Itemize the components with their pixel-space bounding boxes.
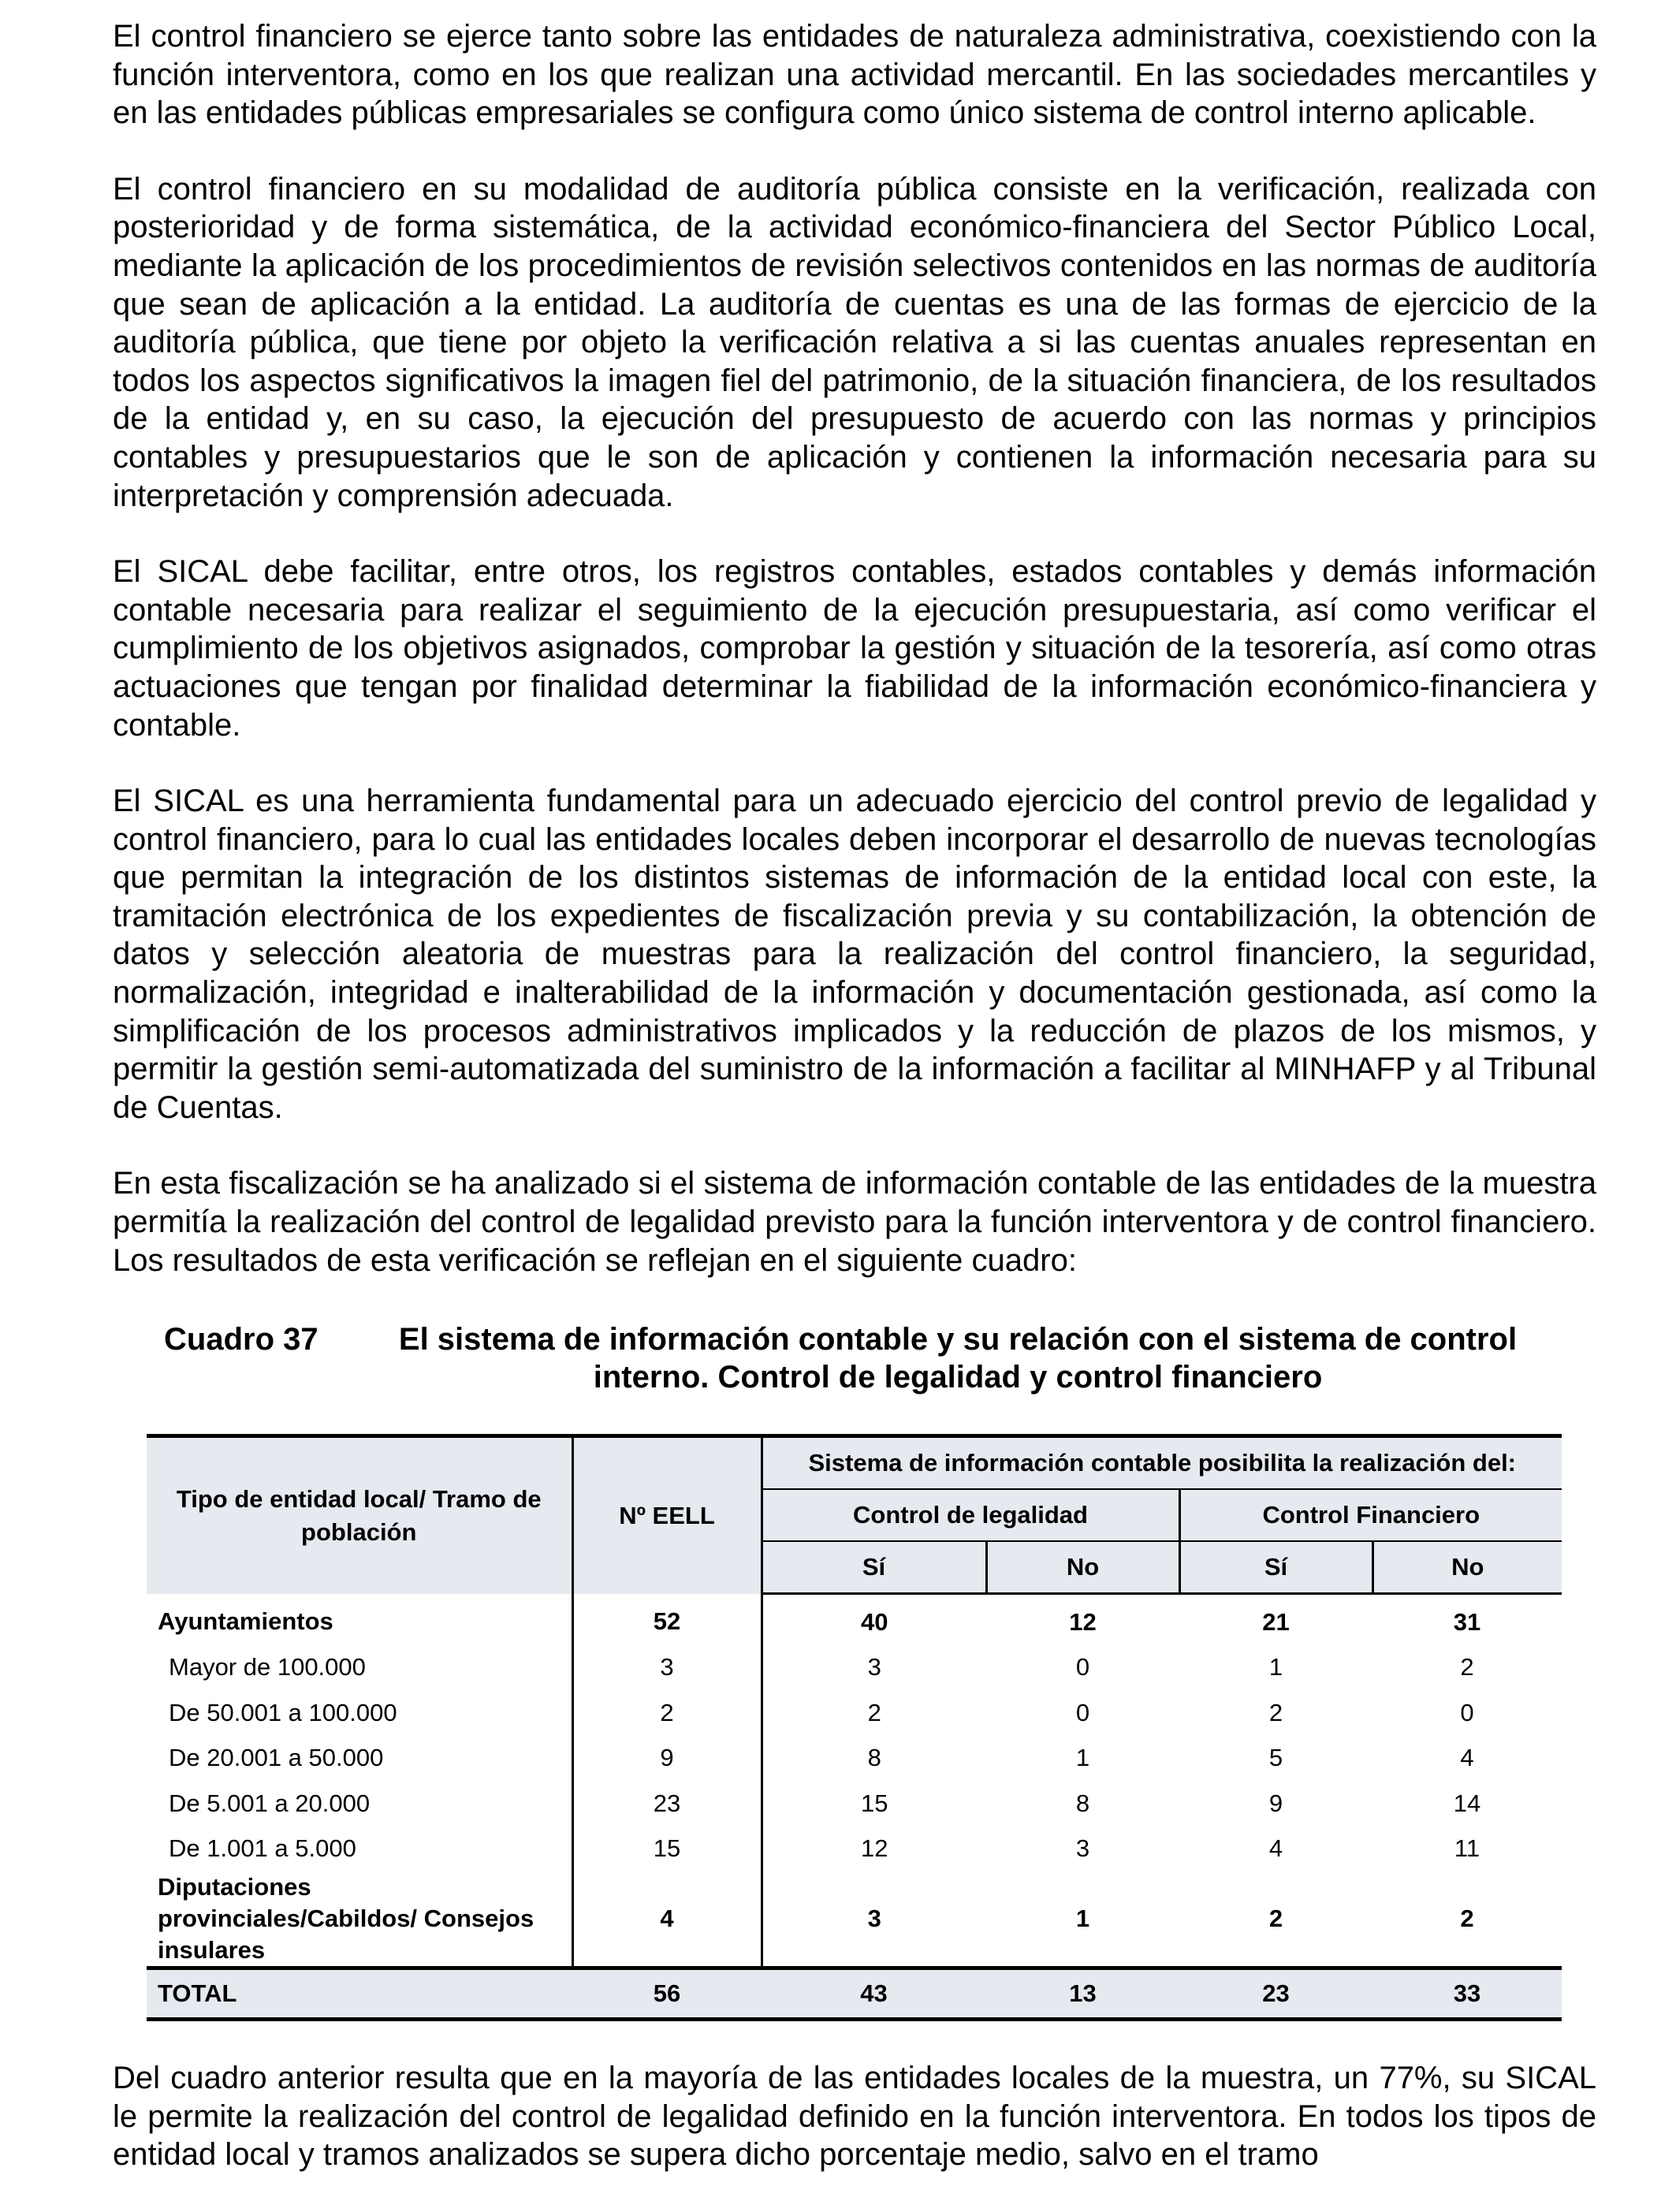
cell-legal-no: 1 bbox=[1075, 1905, 1090, 1933]
table-row bbox=[147, 1594, 1562, 1645]
cell-legal-no: 0 bbox=[1075, 1698, 1090, 1726]
cell-count: 4 bbox=[572, 1871, 762, 1968]
cell-fin-no: 2 bbox=[1460, 1905, 1474, 1933]
cell-legal-si: 3 bbox=[867, 1905, 881, 1933]
total-label: TOTAL bbox=[147, 1968, 572, 2020]
cell-fin-no: 11 bbox=[1454, 1834, 1480, 1863]
paragraph-2: El control financiero en su modalidad de auditoría pública consiste en la verificación, realizada con posterioridad y de forma sistemática, de la actividad económico-financiera del Sector Público Local, mediante la aplicación de los procedimientos de revisión selectivos contenidos en las normas de auditoría que sean de aplicación a la entidad. La auditoría de cuentas es una de las formas de ejercicio de la auditoría pública, que tiene por objeto la verificación relativa a si las cuentas anuales representan en todos los aspectos significativos la imagen fiel del patrimonio, de la situación financiera, de los resultados de la entidad y, en su caso, la ejecución del presupuesto de acuerdo con las normas y principios contables y presupuestarios que le son de aplicación y contienen la información necesaria para su interpretación y comprensión adecuada. bbox=[113, 171, 1596, 513]
header-control-legalidad: Control de legalidad bbox=[762, 1489, 1179, 1541]
header-fin-si: Sí bbox=[1179, 1541, 1372, 1594]
table-row bbox=[147, 1871, 1562, 1968]
table-row bbox=[147, 1781, 1562, 1827]
cell-fin-no: 2 bbox=[1460, 1653, 1474, 1681]
table-container bbox=[147, 1434, 1562, 2021]
cell-count: 15 bbox=[572, 1827, 762, 1872]
total-legal-si: 43 bbox=[762, 1968, 986, 2020]
cell-fin-si: 4 bbox=[1268, 1834, 1283, 1863]
cell-fin-no: 14 bbox=[1453, 1789, 1481, 1817]
cell-legal-no: 8 bbox=[1075, 1789, 1090, 1817]
row-label: De 5.001 a 20.000 bbox=[147, 1781, 572, 1827]
cell-fin-no: 4 bbox=[1460, 1744, 1474, 1772]
cell-fin-si: 21 bbox=[1262, 1607, 1290, 1636]
cell-legal-no: 12 bbox=[1069, 1607, 1097, 1636]
caption-title: El sistema de información contable y su relación con el sistema de control interno. Control de legalidad y control financiero bbox=[398, 1322, 1518, 1395]
cell-count: 9 bbox=[572, 1736, 762, 1782]
header-legal-no: No bbox=[986, 1541, 1179, 1594]
paragraph-closing: Del cuadro anterior resulta que en la mayoría de las entidades locales de la muestra, un 77%, su SICAL le permite la realización del control de legalidad definido en la función interventora. En todos los tipos de entidad local y tramos analizados se supera dicho porcentaje medio, salvo en el tramo bbox=[113, 2061, 1596, 2173]
paragraph-4: El SICAL es una herramienta fundamental para un adecuado ejercicio del control previo de legalidad y control financiero, para lo cual las entidades locales deben incorporar el desarrollo de nuevas tecnologías que permitan la integración de los distintos sistemas de información de la entidad local con este, la tramitación electrónica de los expedientes de fiscalización previa y su contabilización, la obtención de datos y selección aleatoria de muestras para la realización del control financiero, la seguridad, normalización, integridad e inalterabilidad de la información y documentación gestionada, así como la simplificación de los procesos administrativos implicados y la reducción de plazos de los mismos, y permitir la gestión semi-automatizada del suministro de la información a facilitar al MINHAFP y al Tribunal de Cuentas. bbox=[113, 784, 1596, 1125]
cell-legal-si: 15 bbox=[861, 1789, 888, 1817]
row-label: De 20.001 a 50.000 bbox=[147, 1736, 572, 1782]
header-control-financiero: Control Financiero bbox=[1179, 1489, 1562, 1541]
table-total-row bbox=[147, 1968, 1562, 2020]
table-caption bbox=[113, 1320, 1596, 1396]
cell-fin-si: 1 bbox=[1268, 1653, 1283, 1681]
header-entity-type: Tipo de entidad local/ Tramo de población bbox=[147, 1436, 572, 1594]
cell-count: 52 bbox=[572, 1594, 762, 1645]
cell-count: 2 bbox=[572, 1690, 762, 1736]
table-row bbox=[147, 1645, 1562, 1691]
cell-fin-no: 0 bbox=[1460, 1698, 1474, 1726]
total-fin-no: 33 bbox=[1372, 1968, 1562, 2020]
caption-number: Cuadro 37 bbox=[164, 1322, 318, 1357]
cell-legal-no: 0 bbox=[1075, 1653, 1090, 1681]
cell-count: 23 bbox=[572, 1781, 762, 1827]
cell-legal-si: 2 bbox=[867, 1698, 881, 1726]
paragraph-3: El SICAL debe facilitar, entre otros, los registros contables, estados contables y demás información contable necesaria para realizar el seguimiento de la ejecución presupuestaria, así como verificar el cumplimiento de los objetivos asignados, comprobar la gestión y situación de la tesorería, así como otras actuaciones que tengan por finalidad determinar la fiabilidad de la información económico-financiera y contable. bbox=[113, 554, 1596, 743]
header-count: Nº EELL bbox=[572, 1436, 762, 1594]
paragraph-1: El control financiero se ejerce tanto sobre las entidades de naturaleza administrativa, coexistiendo con la función interventora, como en los que realizan una actividad mercantil. En las sociedades mercantiles y en las entidades públicas empresariales se configura como único sistema de control interno aplicable. bbox=[113, 19, 1596, 131]
table-row bbox=[147, 1827, 1562, 1872]
cell-legal-si: 8 bbox=[867, 1744, 881, 1772]
cell-fin-no: 31 bbox=[1453, 1607, 1481, 1636]
cell-legal-no: 1 bbox=[1075, 1744, 1090, 1772]
cell-fin-si: 9 bbox=[1268, 1789, 1283, 1817]
row-label: De 1.001 a 5.000 bbox=[147, 1827, 572, 1872]
data-table bbox=[147, 1434, 1562, 2021]
cell-legal-si: 12 bbox=[861, 1834, 888, 1863]
cell-legal-si: 3 bbox=[867, 1653, 881, 1681]
row-label: Diputaciones provinciales/Cabildos/ Consejos insulares bbox=[147, 1871, 572, 1968]
total-count: 56 bbox=[572, 1968, 762, 2020]
total-fin-si: 23 bbox=[1179, 1968, 1372, 2020]
header-group: Sistema de información contable posibilita la realización del: bbox=[762, 1436, 1562, 1490]
header-legal-si: Sí bbox=[762, 1541, 986, 1594]
table-row bbox=[147, 1690, 1562, 1736]
cell-count: 3 bbox=[572, 1645, 762, 1691]
row-label: De 50.001 a 100.000 bbox=[147, 1690, 572, 1736]
cell-legal-si: 40 bbox=[861, 1607, 888, 1636]
document-page bbox=[113, 17, 1596, 2212]
paragraph-5: En esta fiscalización se ha analizado si el sistema de información contable de las entidades de la muestra permitía la realización del control de legalidad previsto para la función interventora y de control financiero. Los resultados de esta verificación se reflejan en el siguiente cuadro: bbox=[113, 1166, 1596, 1278]
cell-legal-no: 3 bbox=[1075, 1834, 1090, 1863]
row-label: Ayuntamientos bbox=[147, 1594, 572, 1645]
header-fin-no: No bbox=[1372, 1541, 1562, 1594]
row-label: Mayor de 100.000 bbox=[147, 1645, 572, 1691]
table-row bbox=[147, 1736, 1562, 1782]
cell-fin-si: 5 bbox=[1268, 1744, 1283, 1772]
cell-fin-si: 2 bbox=[1268, 1905, 1283, 1933]
cell-fin-si: 2 bbox=[1268, 1698, 1283, 1726]
total-legal-no: 13 bbox=[986, 1968, 1179, 2020]
